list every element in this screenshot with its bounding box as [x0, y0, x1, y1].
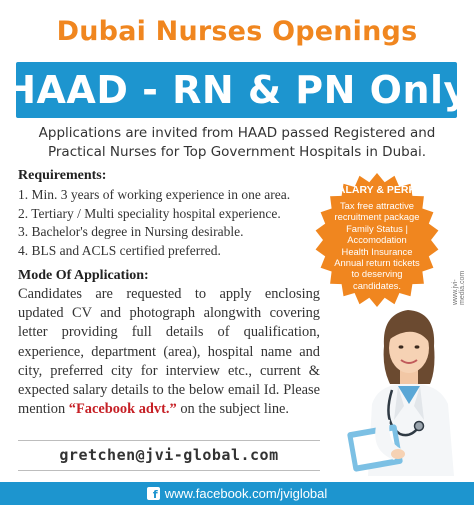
salary-perks-badge — [314, 170, 440, 310]
perks-content — [320, 178, 434, 291]
email-top-rule — [18, 440, 320, 441]
facebook-link[interactable]: www.facebook.com/jviglobal — [164, 486, 328, 501]
requirements-title: Requirements: — [18, 168, 107, 183]
email-bottom-rule — [18, 470, 320, 471]
mode-body-tail: on the subject line. — [180, 401, 290, 418]
title-banner — [4, 62, 469, 118]
requirement-item: 1. Min. 3 years of working experience in one area. — [18, 187, 291, 202]
intro-line: Practical Nurses for Top Government Hospitals in Dubai. — [47, 144, 427, 160]
mode-body — [18, 285, 320, 419]
perks-line: recruitment package — [334, 211, 420, 223]
headline: Dubai Nurses Openings — [56, 16, 418, 47]
requirement-item: 2. Tertiary / Multi speciality hospital experience. — [18, 205, 281, 221]
requirement-item: 4. BLS and ACLS certified preferred. — [18, 242, 221, 258]
perks-line: Family Status | Accomodation — [346, 222, 408, 246]
intro-line: Applications are invited from HAAD passed Registered and — [38, 125, 436, 141]
facebook-advt-highlight: “Facebook advt.” — [68, 401, 177, 418]
perks-title: SALARY & PERKS — [330, 184, 424, 196]
nurse-illustration — [338, 300, 474, 476]
perks-line: Annual return tickets — [334, 257, 420, 269]
mode-body-text: Candidates are requested to apply enclosing updated CV and photograph alongwith covering letter providing full details of qualification, experience, department (area), hospital name and city, preferred city for interview etc., current & expected salary details to the below email Id. Please mention — [18, 286, 320, 418]
perks-line: candidates. — [353, 279, 401, 291]
facebook-icon[interactable]: f — [147, 487, 160, 500]
footer-bar — [0, 482, 474, 505]
perks-line: Health Insurance — [341, 245, 413, 257]
intro-text — [18, 124, 456, 162]
perks-line: to deserving — [351, 268, 403, 280]
watermark-text: www.jvi-media.com — [452, 270, 466, 305]
requirement-item: 3. Bachelor's degree in Nursing desirable. — [18, 224, 244, 239]
requirements-list — [18, 186, 338, 260]
banner-text: HAAD - RN & PN Only — [4, 68, 469, 112]
perks-line: Tax free attractive — [340, 200, 414, 211]
mode-title: Mode Of Application: — [18, 268, 149, 283]
contact-email[interactable]: gretchen@jvi-global.com — [59, 446, 279, 464]
